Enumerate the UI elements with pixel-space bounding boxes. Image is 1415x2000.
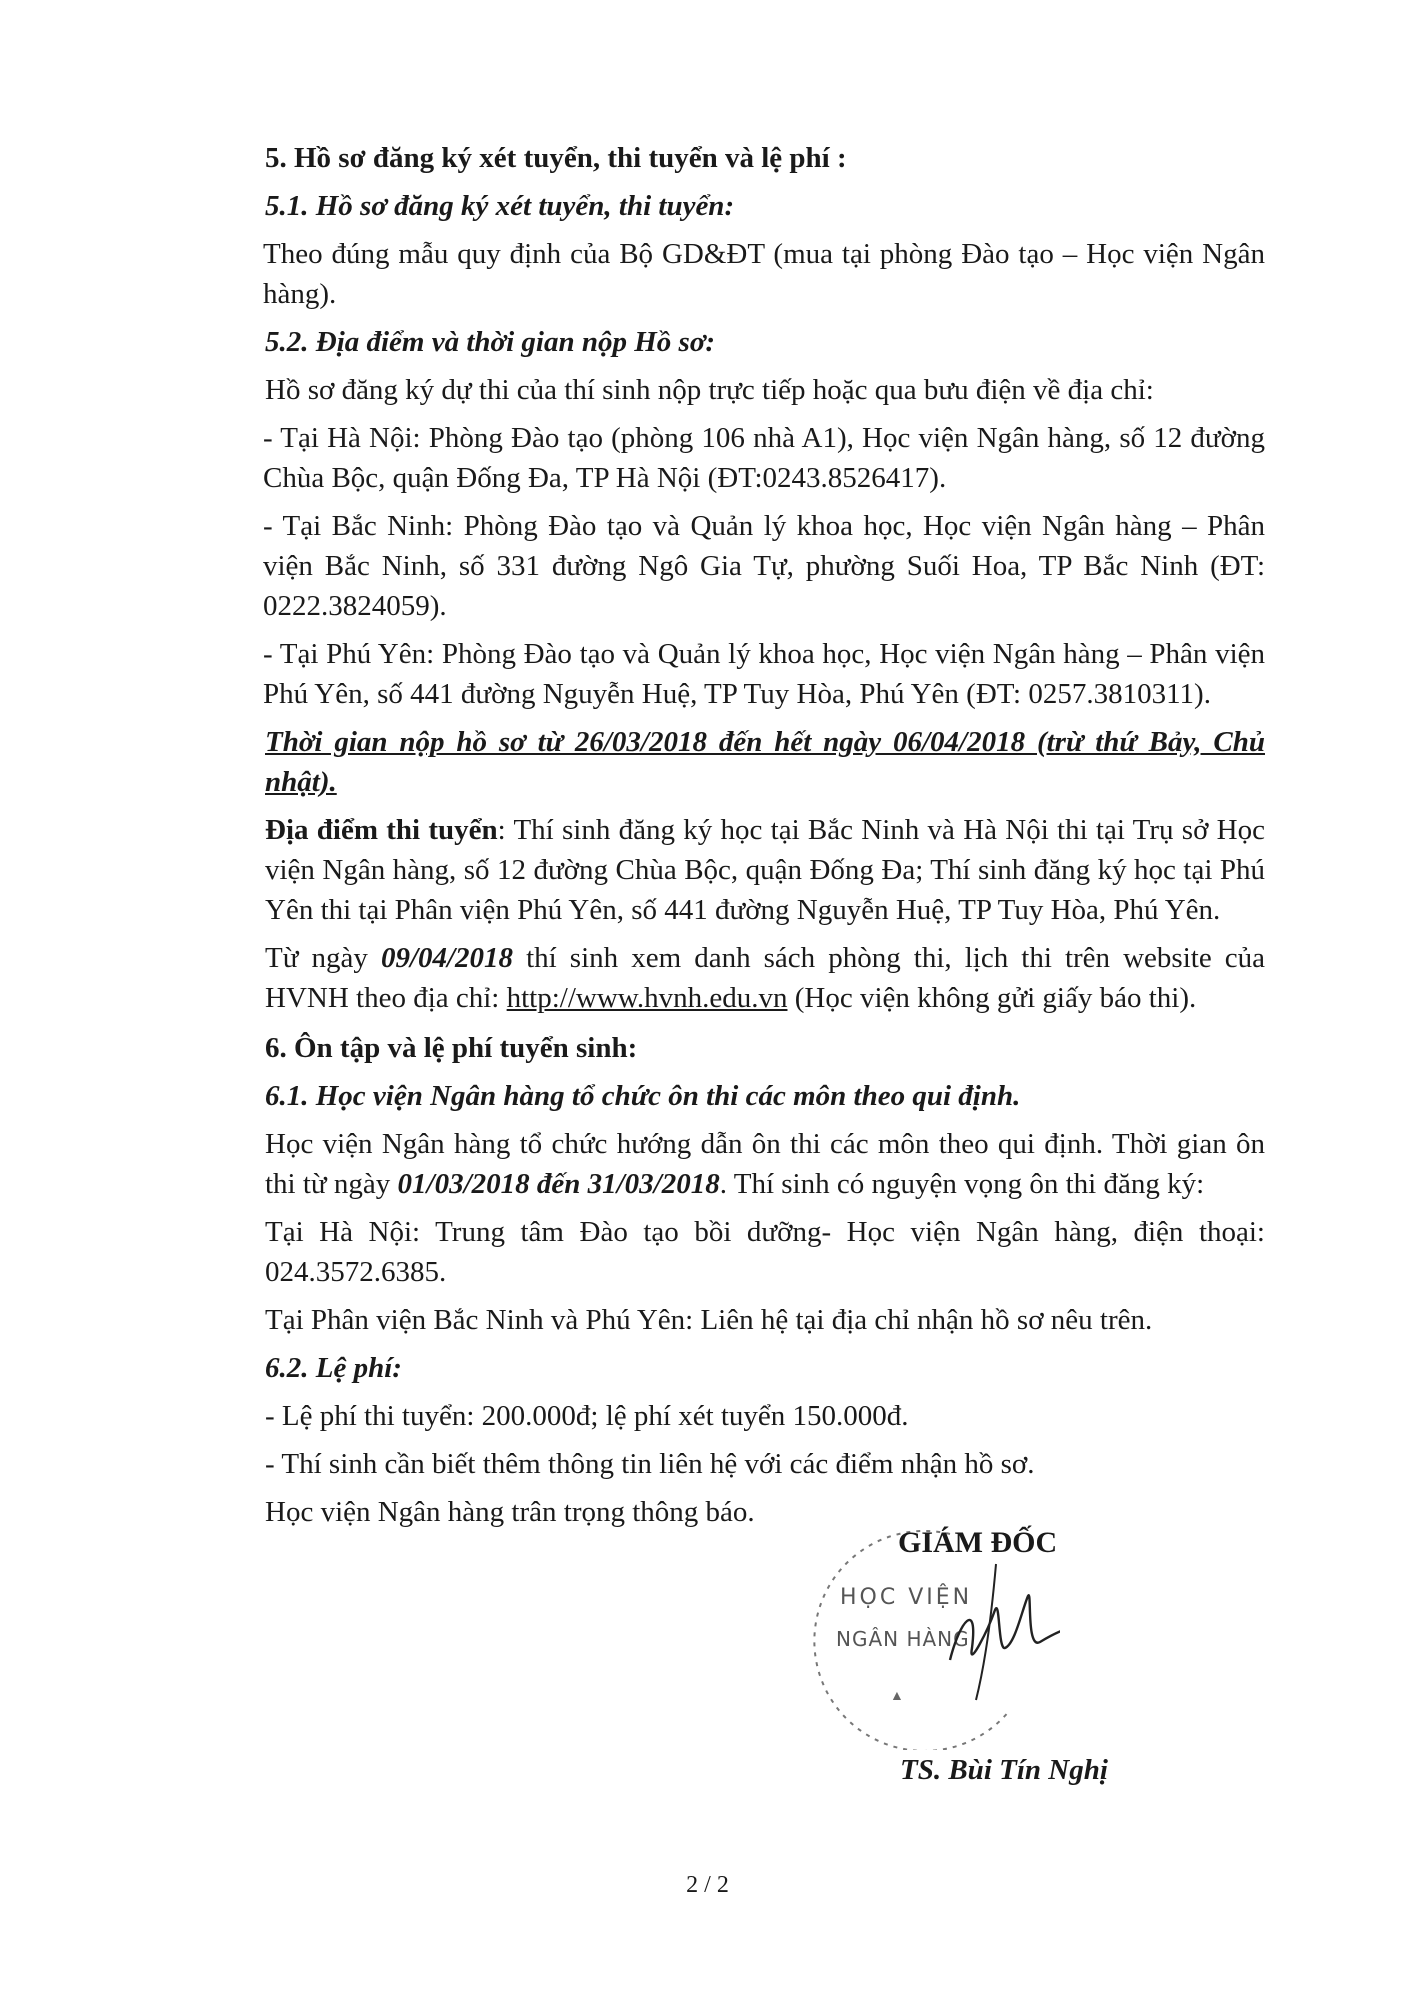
section-5-1-text-content: Theo đúng mẫu quy định của Bộ GD&ĐT (mua tại phòng Đào tạo – Học viện Ngân hàng). [263,238,1265,310]
stamp-mark: ▲ [890,1689,904,1704]
training-center-hanoi: Tại Hà Nội: Trung tâm Đào tạo bồi dưỡng- Học viện Ngân hàng, điện thoại: 024.3572.6385. [265,1216,1265,1288]
closing-line: Học viện Ngân hàng trân trọng thông báo. [265,1496,755,1528]
info-line: - Thí sinh cần biết thêm thông tin liên hệ với các điểm nhận hồ sơ. [265,1448,1035,1480]
s61-text-pre: Học viện Ngân hàng tổ chức hướng dẫn ôn thi các môn theo qui định. Thời gian ôn thi từ ngày [265,1128,1265,1200]
director-title: GIÁM ĐỐC [898,1526,1058,1559]
page-number: 2 / 2 [686,1872,729,1898]
submission-time: Thời gian nộp hồ sơ từ 26/03/2018 đến hết ngày 06/04/2018 (trừ thứ Bảy, Chủ nhật). [265,726,1265,798]
section-5-title: 5. Hồ sơ đăng ký xét tuyển, thi tuyển và lệ phí : [265,142,847,174]
website-link[interactable]: http://www.hvnh.edu.vn [506,982,788,1014]
section-5-2-title: 5.2. Địa điểm và thời gian nộp Hồ sơ: [265,326,716,358]
section-6-1-title: 6.1. Học viện Ngân hàng tổ chức ôn thi các môn theo qui định. [265,1080,1021,1112]
s61-text-post: . Thí sinh có nguyện vọng ôn thi đăng ký: [719,1168,1205,1200]
exam-location-text: : Thí sinh đăng ký học tại Bắc Ninh và Hà Nội thi tại Trụ sở Học viện Ngân hàng, số 12 đường Chùa Bộc, quận Đống Đa; Thí sinh đăng ký học tại Phú Yên thi tại Phân viện Phú Yên, số 441 đường Nguyễn Huệ, TP Tuy Hòa, Phú Yên. [265,814,1265,926]
section-5-2-intro: Hồ sơ đăng ký dự thi của thí sinh nộp trực tiếp hoặc qua bưu điện về địa chỉ: [265,374,1154,406]
fee-line: - Lệ phí thi tuyển: 200.000đ; lệ phí xét tuyển 150.000đ. [265,1400,909,1432]
address-hanoi: - Tại Hà Nội: Phòng Đào tạo (phòng 106 nhà A1), Học viện Ngân hàng, số 12 đường Chùa Bộc, quận Đống Đa, TP Hà Nội (ĐT:0243.8526417). [263,422,1265,494]
stamp-line-2: NGÂN HÀNG [836,1627,970,1651]
s61-dates: 01/03/2018 đến 31/03/2018 [397,1168,720,1200]
document-body [265,138,1265,1540]
section-5-1-title: 5.1. Hồ sơ đăng ký xét tuyển, thi tuyển: [265,190,735,222]
exam-location [265,810,1265,930]
exam-schedule-notice [265,938,1265,1018]
from-date-tail: (Học viện không gửi giấy báo thi). [787,982,1197,1014]
training-branch: Tại Phân viện Bắc Ninh và Phú Yên: Liên hệ tại địa chỉ nhận hồ sơ nêu trên. [265,1304,1153,1336]
section-6-2-title: 6.2. Lệ phí: [265,1352,402,1384]
from-date: 09/04/2018 [380,942,514,974]
address-bacninh: - Tại Bắc Ninh: Phòng Đào tạo và Quản lý khoa học, Học viện Ngân hàng – Phân viện Bắc Ninh, số 331 đường Ngô Gia Tự, phường Suối Hoa, TP Bắc Ninh (ĐT: 0222.3824059). [263,510,1265,622]
from-date-post: thí sinh xem danh sách phòng thi, lịch thi trên website của HVNH theo địa chỉ: [265,942,1265,1014]
address-phuyen: - Tại Phú Yên: Phòng Đào tạo và Quản lý khoa học, Học viện Ngân hàng – Phân viện Phú Yên, số 441 đường Nguyễn Huệ, TP Tuy Hòa, Phú Yên (ĐT: 0257.3810311). [263,638,1265,710]
official-stamp [800,1510,1060,1750]
section-6-1-text [265,1124,1265,1204]
section-5-1-text [263,234,1265,314]
stamp-line-1: HỌC VIỆN [840,1585,973,1610]
signer-name: TS. Bùi Tín Nghị [900,1754,1108,1786]
section-6-title: 6. Ôn tập và lệ phí tuyển sinh: [265,1032,638,1064]
from-date-pre: Từ ngày [265,942,381,974]
stamp-svg [800,1510,1060,1750]
exam-location-label: Địa điểm thi tuyển [265,814,498,846]
